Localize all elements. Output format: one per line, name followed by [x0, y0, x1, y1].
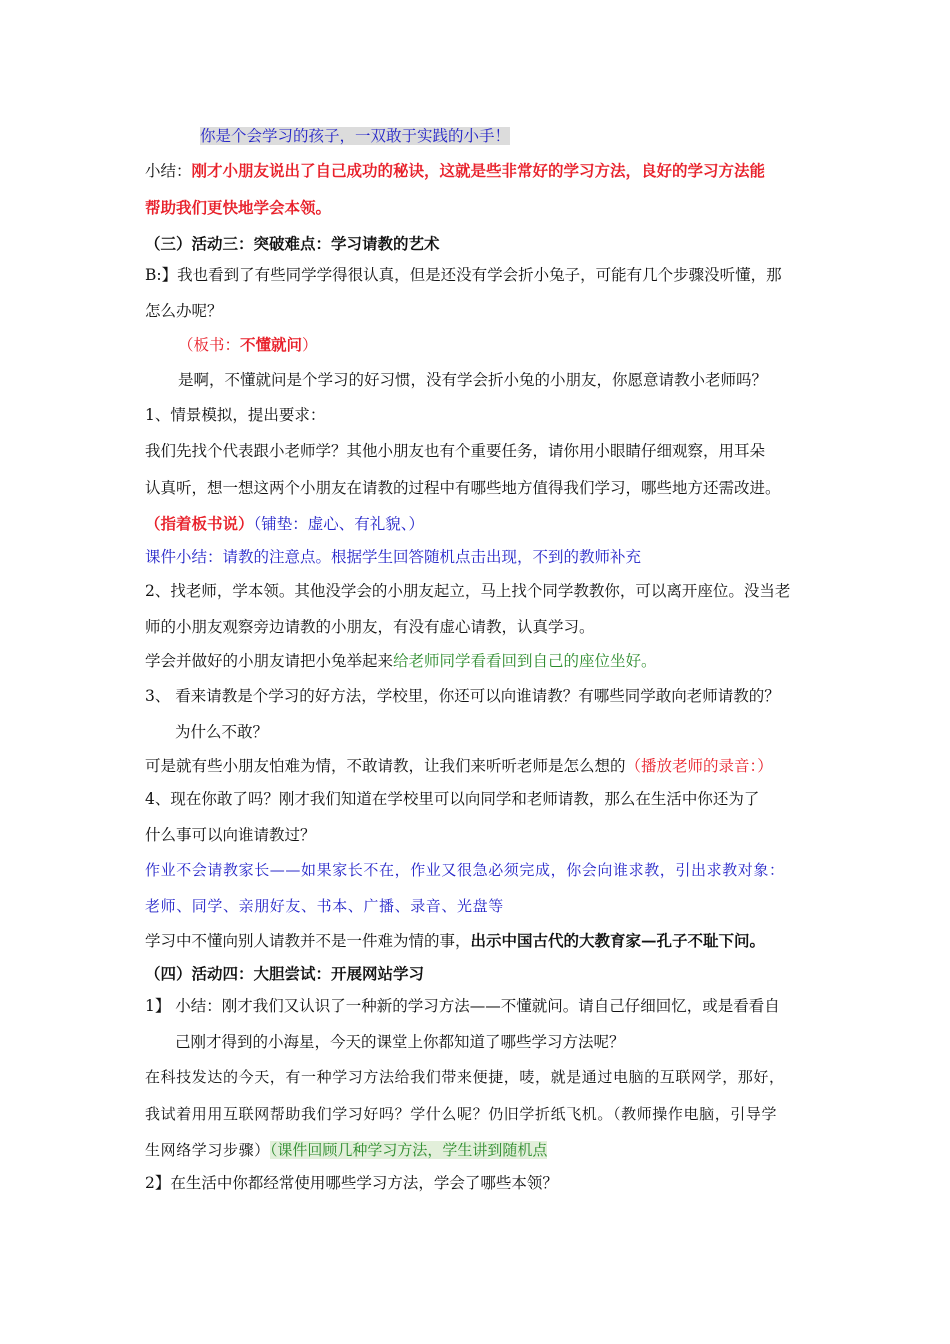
summary-label: 小结： [145, 162, 192, 180]
activity-4-item-2: 2】在生活中你都经常使用哪些学习方法，学会了哪些本领？ [145, 1174, 558, 1192]
courseware-review-note: （课件回顾几种学习方法，学生讲到随机点 [269, 1141, 548, 1159]
homework-note: 作业不会请教家长——如果家长不在，作业又很急必须完成，你会向谁求教，引出求教对象： [145, 861, 785, 879]
recording-line-text: 可是就有些小朋友怕难为情，不敢请教，让我们来听听老师是怎么想的 [145, 757, 626, 775]
step-4-line-1: 4、现在你敢了吗？刚才我们知道在学校里可以向同学和老师请教，那么在生活中你还为了 [145, 790, 760, 808]
board-pointer-line [145, 513, 424, 535]
internet-line-2: 我试着用用互联网帮助我们学习好吗？学什么呢？仍旧学折纸飞机。（教师操作电脑，引导学 [145, 1105, 778, 1123]
step-2-line-3 [145, 650, 657, 672]
courseware-summary: 课件小结：请教的注意点。根据学生回答随机点击出现，不到的教师补充 [145, 548, 642, 566]
step-3-line-1: 3、 看来请教是个学习的好方法，学校里，你还可以向谁请教？有哪些同学敢向老师请教的？ [145, 687, 780, 705]
confucius-line-text: 学习中不懂向别人请教并不是一件难为情的事， [145, 932, 471, 950]
praise-text: 你是个会学习的孩子，一双敢于实践的小手！ [200, 127, 511, 145]
step-4-line-2: 什么事可以向谁请教过？ [145, 826, 316, 844]
activity-4-item-1-line-2: 己刚才得到的小海星，今天的课堂上你都知道了哪些学习方法呢？ [175, 1033, 625, 1051]
board-note-close: ） [302, 336, 318, 354]
step-1-line-1: 我们先找个代表跟小老师学？其他小朋友也有个重要任务，请你用小眼睛仔细观察，用耳朵 [145, 442, 766, 460]
paragraph-b-line-2: 怎么办呢？ [145, 302, 223, 320]
board-pointer: （指着板书说） [145, 514, 254, 533]
summary-text: 刚才小朋友说出了自己成功的秘诀，这就是些非常好的学习方法，良好的学习方法能 [191, 161, 766, 180]
step-2-line-3-b: 给老师同学看看回到自己的座位坐好。 [393, 652, 657, 670]
helper-list: 老师、同学、亲朋好友、书本、广播、录音、光盘等 [145, 897, 504, 915]
foreshadow-note: （铺垫：虚心、有礼貌、） [253, 515, 425, 533]
step-2-line-3-a: 学会并做好的小朋友请把小兔举起来 [145, 652, 394, 670]
board-note-text: 不懂就问 [240, 335, 303, 354]
internet-line-3 [145, 1139, 547, 1161]
internet-line-3-a: 生网络学习步骤） [145, 1141, 270, 1159]
recording-line [145, 755, 773, 777]
section-heading-4: （四）活动四：大胆尝试：开展网站学习 [145, 964, 425, 983]
recording-note: （播放老师的录音：） [625, 757, 773, 775]
step-1-title: 1、情景模拟，提出要求： [145, 406, 326, 424]
step-2-line-1: 2、找老师，学本领。其他没学会的小朋友起立，马上找个同学教教你，可以离开座位。没当老 [145, 582, 791, 600]
internet-line-1: 在科技发达的今天，有一种学习方法给我们带来便捷，唛，就是通过电脑的互联网学，那好， [145, 1068, 785, 1086]
paragraph-b-line-1: B:】我也看到了有些同学学得很认真，但是还没有学会折小兔子，可能有几个步骤没听懂，那 [145, 266, 782, 284]
step-3-line-2: 为什么不敢？ [175, 723, 269, 741]
step-2-line-2: 师的小朋友观察旁边请教的小朋友，有没有虚心请教，认真学习。 [145, 618, 595, 636]
praise-line [200, 125, 510, 147]
section-heading-3: （三）活动三：突破难点：学习请教的艺术 [145, 234, 440, 253]
summary-line-1 [145, 160, 765, 182]
summary-line-2: 帮助我们更快地学会本领。 [145, 198, 332, 217]
board-note-open: （板书： [178, 336, 241, 354]
step-1-line-2: 认真听，想一想这两个小朋友在请教的过程中有哪些地方值得我们学习，哪些地方还需改进。 [145, 479, 781, 497]
paragraph-question: 是啊，不懂就问是个学习的好习惯，没有学会折小兔的小朋友，你愿意请教小老师吗？ [178, 371, 768, 389]
confucius-line-bold: 出示中国古代的大教育家—孔子不耻下问。 [470, 931, 766, 950]
confucius-line [145, 930, 765, 952]
board-note [178, 334, 318, 356]
activity-4-item-1-line-1: 1】 小结：刚才我们又认识了一种新的学习方法——不懂就问。请自己仔细回忆，或是看看自 [145, 997, 780, 1015]
